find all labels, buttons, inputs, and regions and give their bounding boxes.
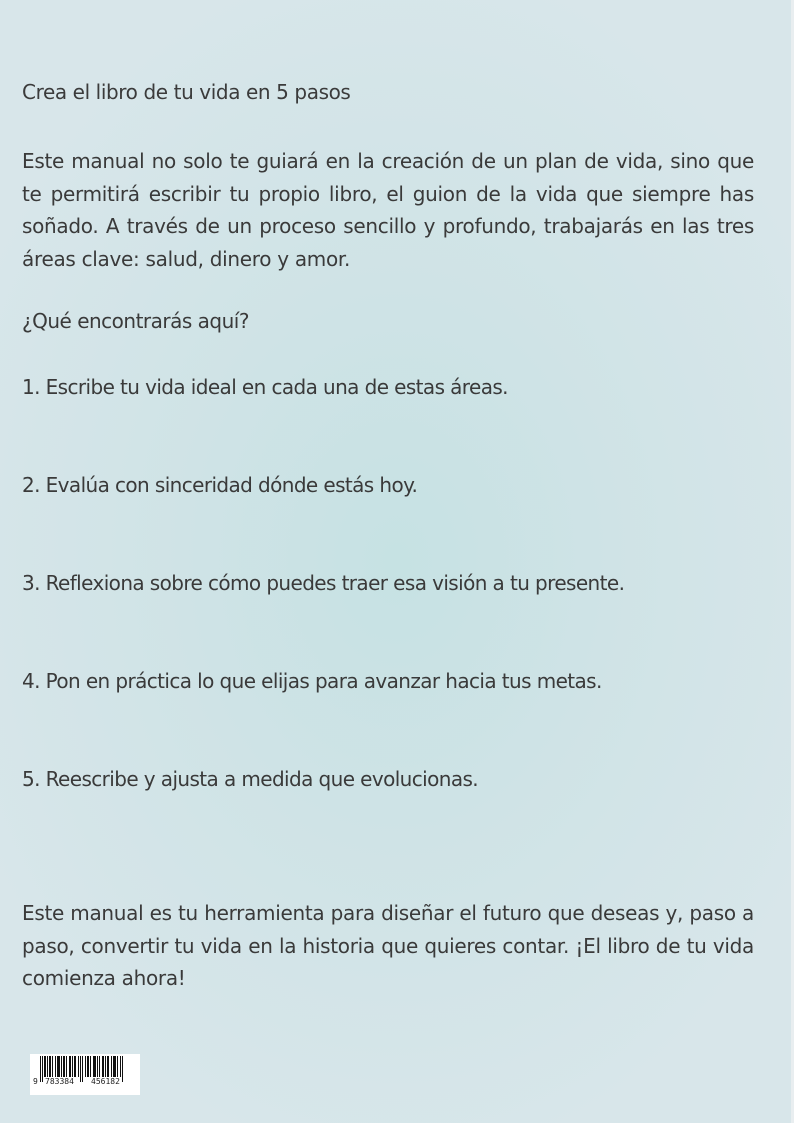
step-1: 1. Escribe tu vida ideal en cada una de estas áreas. xyxy=(22,375,508,399)
barcode-left-group: 783384 xyxy=(45,1077,74,1086)
isbn-barcode xyxy=(30,1054,140,1095)
step-2: 2. Evalúa con sinceridad dónde estás hoy. xyxy=(22,473,418,497)
barcode-right-group: 456182 xyxy=(91,1077,120,1086)
barcode-first-digit: 9 xyxy=(33,1077,38,1086)
intro-paragraph: Este manual no solo te guiará en la creación de un plan de vida, sino que te permitirá escribir tu propio libro, el guion de la vida que siempre has soñado. A través de un proceso sencillo y profundo, trabajarás en las tres áreas clave: salud, dinero y amor. xyxy=(22,149,754,271)
closing-paragraph: Este manual es tu herramienta para diseñar el futuro que deseas y, paso a paso, convertir tu vida en la historia que quieres contar. ¡El libro de tu vida comienza ahora! xyxy=(22,901,754,990)
step-3: 3. Reflexiona sobre cómo puedes traer esa visión a tu presente. xyxy=(22,571,625,595)
step-4: 4. Pon en práctica lo que elijas para avanzar hacia tus metas. xyxy=(22,669,602,693)
book-title: Crea el libro de tu vida en 5 pasos xyxy=(22,80,351,104)
section-question: ¿Qué encontrarás aquí? xyxy=(22,309,249,333)
step-5: 5. Reescribe y ajusta a medida que evolucionas. xyxy=(22,767,479,791)
